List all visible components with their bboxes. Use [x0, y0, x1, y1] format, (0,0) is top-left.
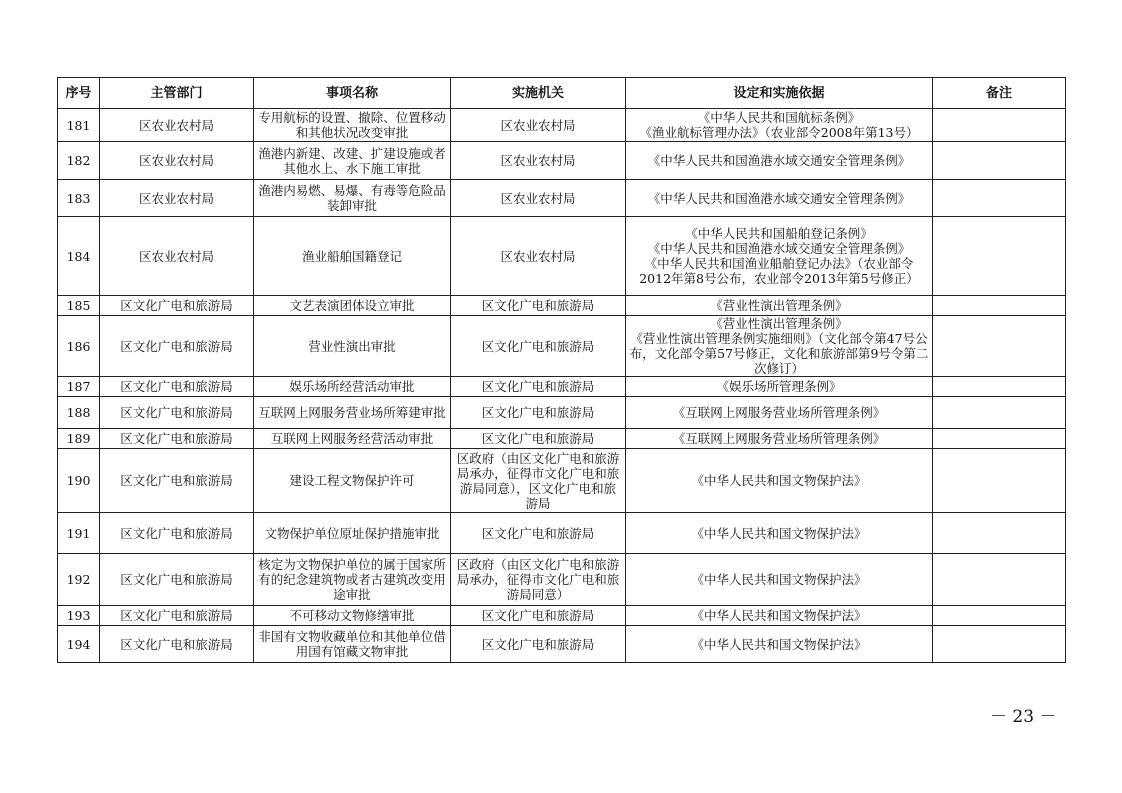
- note-cell: [933, 606, 1066, 626]
- agency-cell: 区农业农村局: [451, 109, 626, 142]
- table-row: [58, 429, 1066, 449]
- table-row: [58, 109, 1066, 142]
- table-row: [58, 142, 1066, 180]
- agency-cell: 区文化广电和旅游局: [451, 626, 626, 663]
- table-row: [58, 554, 1066, 606]
- department-cell: 区农业农村局: [100, 109, 254, 142]
- table-row: [58, 397, 1066, 429]
- table-header-row: [58, 78, 1066, 109]
- note-cell: [933, 626, 1066, 663]
- serial-no-cell: 183: [58, 180, 100, 217]
- department-cell: 区文化广电和旅游局: [100, 449, 254, 513]
- basis-cell: 《中华人民共和国文物保护法》: [626, 513, 933, 554]
- note-cell: [933, 109, 1066, 142]
- table-row: [58, 296, 1066, 316]
- note-cell: [933, 397, 1066, 429]
- table-row: [58, 626, 1066, 663]
- item-name-cell: 娱乐场所经营活动审批: [254, 377, 451, 397]
- serial-no-cell: 184: [58, 217, 100, 296]
- basis-cell: 《互联网上网服务营业场所管理条例》: [626, 429, 933, 449]
- basis-cell: 《中华人民共和国文物保护法》: [626, 606, 933, 626]
- basis-cell: 《中华人民共和国文物保护法》: [626, 626, 933, 663]
- basis-cell: 《中华人民共和国航标条例》 《渔业航标管理办法》（农业部令2008年第13号）: [626, 109, 933, 142]
- basis-cell: 《中华人民共和国文物保护法》: [626, 449, 933, 513]
- department-cell: 区文化广电和旅游局: [100, 626, 254, 663]
- item-name-cell: 渔业船舶国籍登记: [254, 217, 451, 296]
- item-name-cell: 文物保护单位原址保护措施审批: [254, 513, 451, 554]
- note-cell: [933, 296, 1066, 316]
- serial-no-cell: 188: [58, 397, 100, 429]
- item-name-cell: 文艺表演团体设立审批: [254, 296, 451, 316]
- basis-cell: 《互联网上网服务营业场所管理条例》: [626, 397, 933, 429]
- agency-cell: 区文化广电和旅游局: [451, 397, 626, 429]
- page-number: － 23 －: [990, 707, 1057, 727]
- serial-no-cell: 193: [58, 606, 100, 626]
- serial-no-cell: 189: [58, 429, 100, 449]
- header-note: 备注: [933, 78, 1066, 109]
- serial-no-cell: 181: [58, 109, 100, 142]
- serial-no-cell: 185: [58, 296, 100, 316]
- agency-cell: 区文化广电和旅游局: [451, 606, 626, 626]
- basis-cell: 《营业性演出管理条例》: [626, 296, 933, 316]
- header-basis: 设定和实施依据: [626, 78, 933, 109]
- agency-cell: 区农业农村局: [451, 180, 626, 217]
- item-name-cell: 互联网上网服务经营活动审批: [254, 429, 451, 449]
- table-row: [58, 449, 1066, 513]
- serial-no-cell: 192: [58, 554, 100, 606]
- item-name-cell: 不可移动文物修缮审批: [254, 606, 451, 626]
- department-cell: 区文化广电和旅游局: [100, 316, 254, 377]
- serial-no-cell: 187: [58, 377, 100, 397]
- note-cell: [933, 142, 1066, 180]
- basis-cell: 《中华人民共和国渔港水域交通安全管理条例》: [626, 142, 933, 180]
- note-cell: [933, 217, 1066, 296]
- approval-items-table: [57, 77, 1066, 663]
- basis-cell: 《中华人民共和国文物保护法》: [626, 554, 933, 606]
- serial-no-cell: 190: [58, 449, 100, 513]
- note-cell: [933, 377, 1066, 397]
- department-cell: 区文化广电和旅游局: [100, 397, 254, 429]
- note-cell: [933, 554, 1066, 606]
- serial-no-cell: 186: [58, 316, 100, 377]
- header-department: 主管部门: [100, 78, 254, 109]
- table-body: [58, 109, 1066, 663]
- item-name-cell: 核定为文物保护单位的属于国家所有的纪念建筑物或者古建筑改变用途审批: [254, 554, 451, 606]
- item-name-cell: 渔港内新建、改建、扩建设施或者其他水上、水下施工审批: [254, 142, 451, 180]
- header-item-name: 事项名称: [254, 78, 451, 109]
- department-cell: 区文化广电和旅游局: [100, 554, 254, 606]
- agency-cell: 区文化广电和旅游局: [451, 316, 626, 377]
- agency-cell: 区农业农村局: [451, 217, 626, 296]
- item-name-cell: 营业性演出审批: [254, 316, 451, 377]
- department-cell: 区文化广电和旅游局: [100, 296, 254, 316]
- agency-cell: 区文化广电和旅游局: [451, 296, 626, 316]
- department-cell: 区文化广电和旅游局: [100, 429, 254, 449]
- note-cell: [933, 316, 1066, 377]
- table-row: [58, 513, 1066, 554]
- department-cell: 区文化广电和旅游局: [100, 377, 254, 397]
- department-cell: 区农业农村局: [100, 180, 254, 217]
- item-name-cell: 非国有文物收藏单位和其他单位借用国有馆藏文物审批: [254, 626, 451, 663]
- department-cell: 区农业农村局: [100, 217, 254, 296]
- table-row: [58, 180, 1066, 217]
- agency-cell: 区农业农村局: [451, 142, 626, 180]
- department-cell: 区文化广电和旅游局: [100, 606, 254, 626]
- note-cell: [933, 513, 1066, 554]
- table-row: [58, 606, 1066, 626]
- department-cell: 区文化广电和旅游局: [100, 513, 254, 554]
- serial-no-cell: 182: [58, 142, 100, 180]
- header-agency: 实施机关: [451, 78, 626, 109]
- table-row: [58, 377, 1066, 397]
- table-row: [58, 217, 1066, 296]
- basis-cell: 《中华人民共和国渔港水域交通安全管理条例》: [626, 180, 933, 217]
- agency-cell: 区文化广电和旅游局: [451, 377, 626, 397]
- note-cell: [933, 449, 1066, 513]
- basis-cell: 《娱乐场所管理条例》: [626, 377, 933, 397]
- note-cell: [933, 429, 1066, 449]
- serial-no-cell: 191: [58, 513, 100, 554]
- basis-cell: 《中华人民共和国船舶登记条例》 《中华人民共和国渔港水域交通安全管理条例》 《中华人民共和国渔业船舶登记办法》（农业部令2012年第8号公布，农业部令2013年第5号修正）: [626, 217, 933, 296]
- agency-cell: 区政府（由区文化广电和旅游局承办，征得市文化广电和旅游局同意），区文化广电和旅游局: [451, 449, 626, 513]
- item-name-cell: 专用航标的设置、撤除、位置移动和其他状况改变审批: [254, 109, 451, 142]
- header-serial-no: 序号: [58, 78, 100, 109]
- agency-cell: 区文化广电和旅游局: [451, 429, 626, 449]
- department-cell: 区农业农村局: [100, 142, 254, 180]
- agency-cell: 区政府（由区文化广电和旅游局承办，征得市文化广电和旅游局同意）: [451, 554, 626, 606]
- agency-cell: 区文化广电和旅游局: [451, 513, 626, 554]
- note-cell: [933, 180, 1066, 217]
- basis-cell: 《营业性演出管理条例》 《营业性演出管理条例实施细则》（文化部令第47号公布，文化部令第57号修正，文化和旅游部第9号令第二次修订）: [626, 316, 933, 377]
- item-name-cell: 渔港内易燃、易爆、有毒等危险品装卸审批: [254, 180, 451, 217]
- table-row: [58, 316, 1066, 377]
- item-name-cell: 互联网上网服务营业场所筹建审批: [254, 397, 451, 429]
- serial-no-cell: 194: [58, 626, 100, 663]
- item-name-cell: 建设工程文物保护许可: [254, 449, 451, 513]
